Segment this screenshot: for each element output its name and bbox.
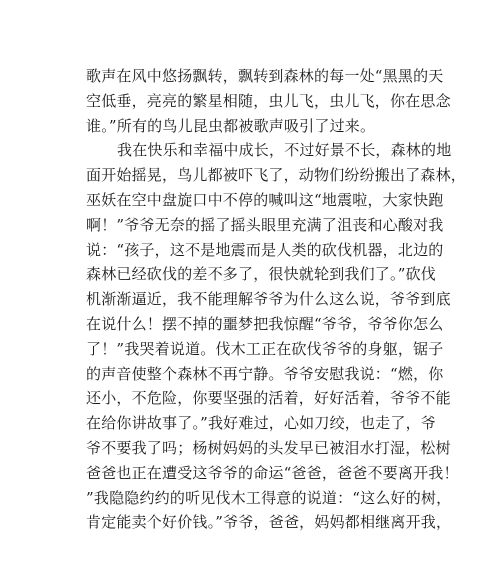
text-line: 面开始摇晃，鸟儿都被吓飞了，动物们纷纷搬出了森林， [86,166,467,185]
text-line: 歌声在风中悠扬飘转，飘转到森林的每一处“黑黑的天 [86,67,444,85]
text-line: 在给你讲故事了。”我好难过，心如刀绞，也走了，爷 [86,414,436,433]
text-line: 爷不要我了吗；杨树妈妈的头发早已被泪水打湿，松树 [86,438,451,457]
text-line: 爸爸也正在遭受这爷爷的命运“爸爸，爸爸不要离开我！ [86,463,459,482]
text-line: 肯定能卖个好价钱。”爷爷，爸爸，妈妈都相继离开我， [86,513,452,532]
text-line: 巫妖在空中盘旋口中不停的喊叫这“地震啦，大家快跑 [86,190,444,209]
text-line: 森林已经砍伐的差不多了，很快就轮到我们了。”砍伐 [86,265,436,284]
text-line: 空低垂，亮亮的繁星相随，虫儿飞，虫儿飞，你在思念 [86,91,451,110]
text-line: 机渐渐逼近，我不能理解爷爷为什么这么说，爷爷到底 [86,290,451,309]
text-line: ”我隐隐约约的听见伐木工得意的说道：“这么好的树， [86,488,452,507]
text-line: 啊！”爷爷无奈的摇了摇头眼里充满了沮丧和心酸对我 [86,215,444,234]
text-line: 谁。”所有的鸟儿昆虫都被歌声吸引了过来。 [86,116,376,135]
text-line: 在说什么！摆不掉的噩梦把我惊醒“爷爷，爷爷你怎么 [86,314,444,333]
text-line: 还小，不危险，你要坚强的活着，好好活着，爷爷不能 [86,389,451,408]
paragraph-first-line: 我在快乐和幸福中成长，不过好景不长，森林的地 [117,141,452,160]
body-text [86,64,467,535]
text-line: 说：“孩子，这不是地震而是人类的砍伐机器，北边的 [86,240,444,259]
text-line: 的声音使整个森林不再宁静。爷爷安慰我说：“燃，你 [86,364,444,383]
text-line: 了！”我哭着说道。伐木工正在砍伐爷爷的身躯，锯子 [86,339,444,358]
